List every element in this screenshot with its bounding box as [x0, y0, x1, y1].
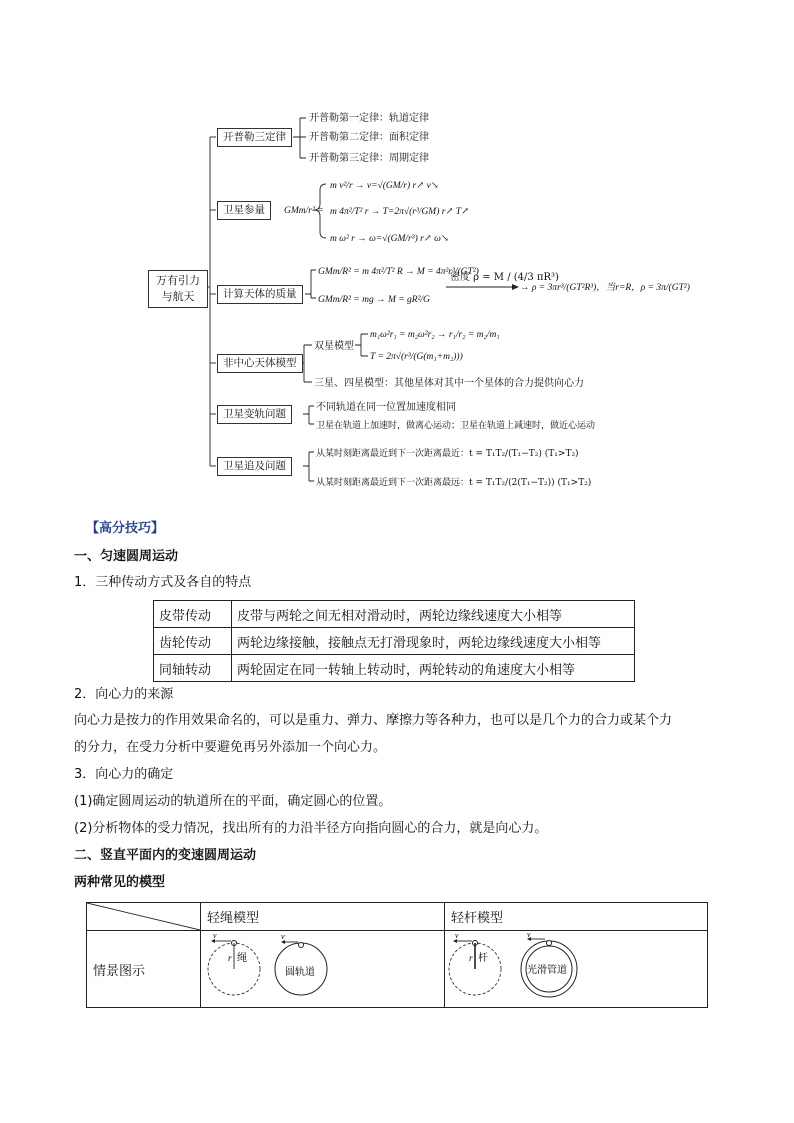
table-cell: 皮带传动 — [154, 601, 232, 628]
node-orbit-change: 卫星变轨问题 — [217, 405, 292, 424]
diagonal-header-cell — [87, 903, 201, 931]
kepler-law-2: 开普勒第二定律：面积定律 — [309, 132, 429, 143]
velocity-label: v — [455, 931, 459, 940]
binary-formula-1: m₁ω²r₁ = m₂ω²r₂ → r₁/r₂ = m₂/m₁ — [370, 330, 500, 340]
rope-figure-cell — [201, 931, 445, 1008]
satellite-formula-lead: GMm/r² = — [284, 206, 324, 216]
item-1: 1．三种传动方式及各自的特点 — [74, 575, 252, 590]
kepler-law-1: 开普勒第一定律：轨道定律 — [309, 113, 429, 124]
table-row — [154, 601, 635, 628]
mass-formula-1: GMm/R² = m 4π²/T² R → M = 4π²r³/(GT²) — [318, 267, 479, 277]
track-label: 圆轨道 — [285, 967, 315, 978]
row-label-scene: 情景图示 — [87, 931, 201, 1008]
model-table — [86, 902, 708, 1008]
rod-model-figure — [445, 931, 707, 1003]
table-cell: 两轮边缘接触，接触点无打滑现象时，两轮边缘线速度大小相等 — [232, 628, 635, 655]
rope-label: 绳 — [237, 953, 247, 964]
mindmap-root: 万有引力与航天 — [148, 270, 208, 308]
table-cell: 两轮固定在同一转轴上转动时，两轮转动的角速度大小相等 — [232, 655, 635, 682]
velocity-label: v — [527, 931, 531, 939]
paragraph-2b: 的分力，在受力分析中要避免再另外添加一个向心力。 — [74, 740, 387, 755]
velocity-label: v — [281, 932, 285, 941]
rope-model-figure — [201, 931, 444, 1003]
rod-figure-cell — [445, 931, 708, 1008]
heading-1: 一、匀速圆周运动 — [74, 549, 179, 564]
radius-label: r — [469, 953, 473, 963]
mindmap-connectors — [0, 0, 794, 500]
table-row — [154, 655, 635, 682]
table-row — [87, 931, 708, 1008]
rod-label: 杆 — [478, 953, 488, 964]
tube-label: 光滑管道 — [527, 965, 567, 976]
item-3: 3．向心力的确定 — [74, 767, 174, 782]
table-row — [87, 903, 708, 931]
satellite-omega: m ω² r → ω=√(GM/r³) r↗ ω↘ — [330, 234, 449, 244]
mass-formula-2: GMm/R² = mg → M = gR²/G — [318, 295, 430, 305]
satellite-T: m 4π²/T² r → T=2π√(r³/GM) r↗ T↗ — [330, 207, 470, 217]
radius-label: r — [228, 953, 232, 963]
orbit-change-1: 不同轨道在同一位置加速度相同 — [316, 402, 456, 413]
node-mass: 计算天体的质量 — [217, 285, 303, 304]
item-2: 2．向心力的来源 — [74, 687, 174, 702]
velocity-label: v — [213, 931, 217, 940]
node-non-central: 非中心天体模型 — [217, 354, 303, 373]
kepler-law-3: 开普勒第三定律：周期定律 — [309, 153, 429, 164]
paragraph-3a: (1)确定圆周运动的轨道所在的平面，确定圆心的位置。 — [74, 794, 392, 809]
multi-star-note: 三星、四星模型：其他星体对其中一个星体的合力提供向心力 — [314, 378, 584, 389]
heading-2: 二、竖直平面内的变速圆周运动 — [74, 848, 257, 863]
binary-formula-2: T = 2π√(r³/(G(m₁+m₂))) — [370, 352, 463, 362]
density-result: → ρ = 3πr³/(GT²R³)，当r=R，ρ = 3π/(GT²) — [520, 283, 690, 293]
satellite-v: m v²/r → v=√(GM/r) r↗ v↘ — [330, 181, 439, 191]
node-chase: 卫星追及问题 — [217, 457, 292, 476]
table-cell: 齿轮传动 — [154, 628, 232, 655]
sub-heading-2: 两种常见的模型 — [74, 875, 166, 890]
header-rope-model: 轻绳模型 — [201, 903, 445, 931]
table-row — [154, 628, 635, 655]
density-formula: 密度 ρ = M / (4/3 πR³) — [450, 272, 559, 283]
header-rod-model: 轻杆模型 — [445, 903, 708, 931]
section-tag: 【高分技巧】 — [86, 521, 165, 536]
table-cell: 皮带与两轮之间无相对滑动时，两轮边缘线速度大小相等 — [232, 601, 635, 628]
transmission-table — [153, 600, 635, 682]
paragraph-2a: 向心力是按力的作用效果命名的，可以是重力、弹力、摩擦力等各种力，也可以是几个力的合力或某个力 — [74, 713, 673, 728]
table-cell: 同轴转动 — [154, 655, 232, 682]
node-satellite: 卫星参量 — [217, 201, 271, 220]
binary-star-label: 双星模型 — [314, 341, 354, 352]
orbit-change-2: 卫星在轨道上加速时，做离心运动；卫星在轨道上减速时，做近心运动 — [316, 421, 596, 431]
node-kepler: 开普勒三定律 — [217, 128, 292, 147]
diagonal-line — [87, 903, 200, 930]
paragraph-3b: (2)分析物体的受力情况，找出所有的力沿半径方向指向圆心的合力，就是向心力。 — [74, 821, 548, 836]
chase-farthest: 从某时刻距离最近到下一次距离最远：t = T₁T₂/(2(T₁−T₂)) (T₁>T₂) — [316, 478, 592, 488]
chase-nearest: 从某时刻距离最近到下一次距离最近：t = T₁T₂/(T₁−T₂) (T₁>T₂) — [316, 449, 579, 459]
